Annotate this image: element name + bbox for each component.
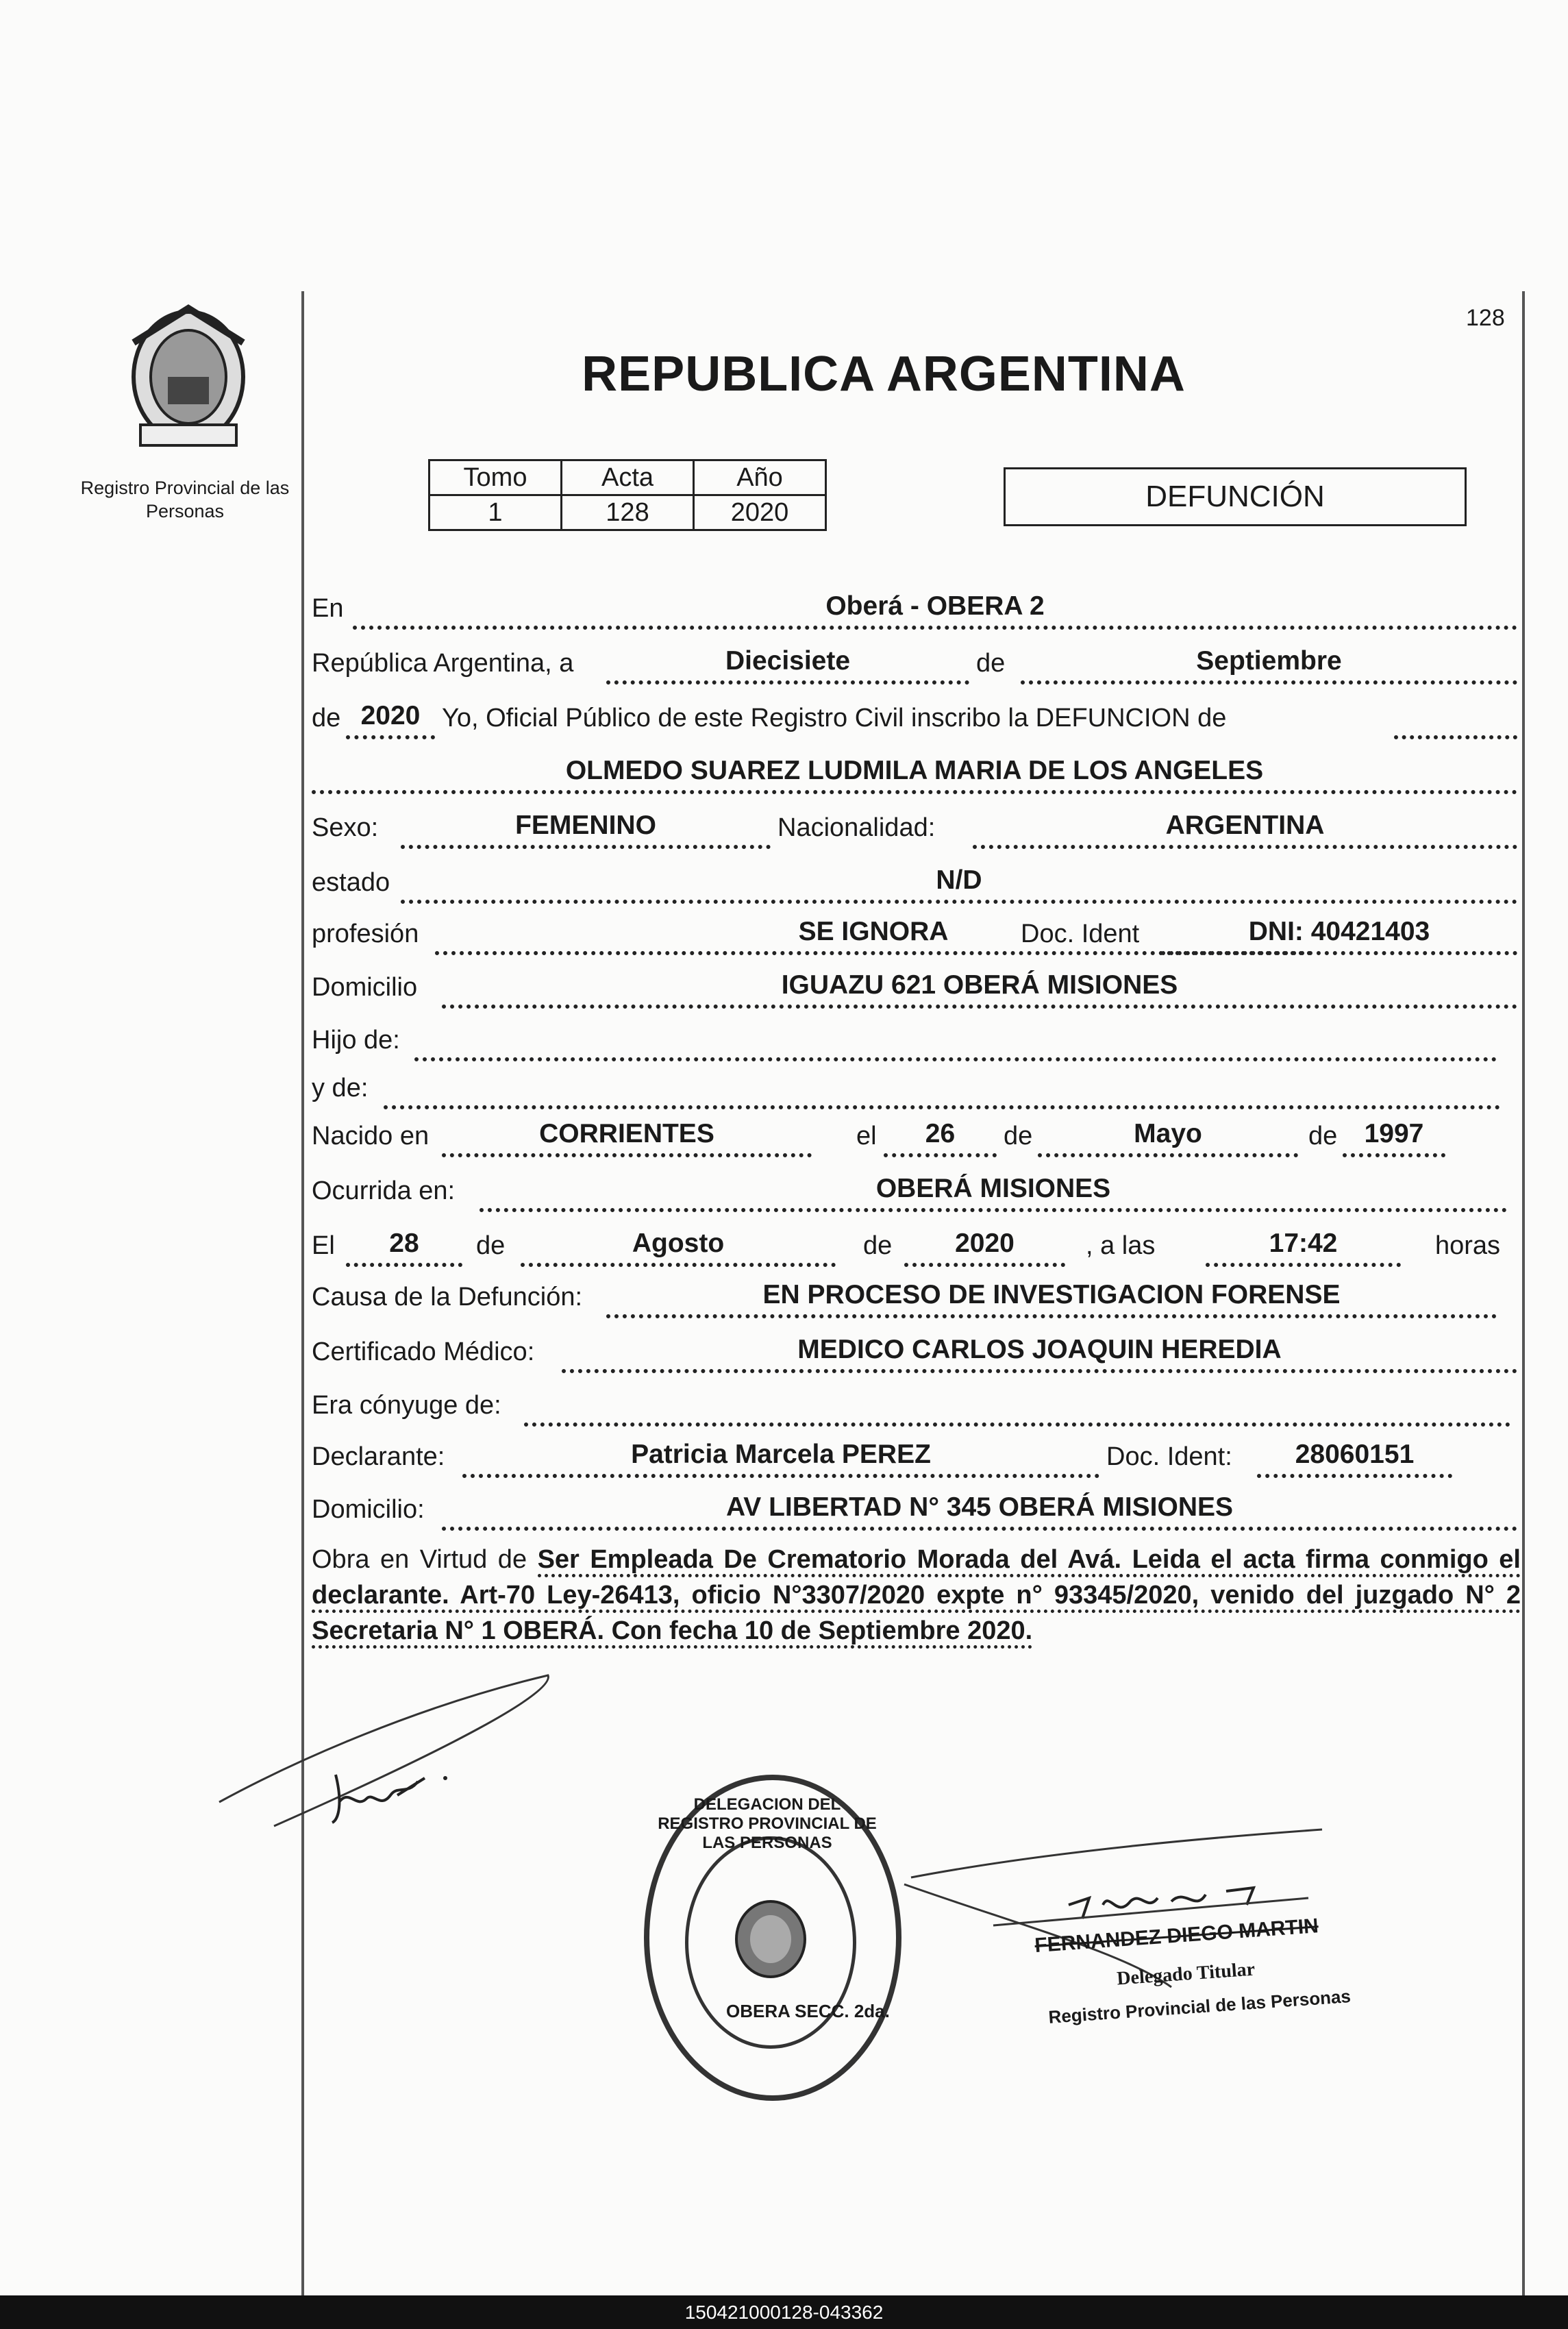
stamp-inner-text: OBERA SECC. 2da. [726, 2001, 890, 2021]
row-declarante [312, 1434, 1517, 1482]
conyuge-label: Era cónyuge de: [312, 1391, 501, 1420]
ano-header: Año [694, 460, 826, 495]
barcode-footer: 150421000128-043362 [0, 2295, 1568, 2329]
obra-text: Ser Empleada De Crematorio Morada del Avá. Leida el acta firma conmigo el declarante. Art-70 Ley-26413, oficio N°3307/2020 expte n° 93345/2020, venido del juzgado N° 2 Secretaria N° 1 OBERÁ. Con fecha 10 de Septiembre 2020. [312, 1545, 1521, 1649]
de-label-2: de [312, 704, 341, 732]
row-en [312, 586, 1517, 634]
nacionalidad-label: Nacionalidad: [777, 813, 936, 842]
declarante-label: Declarante: [312, 1442, 445, 1471]
record-type-box: DEFUNCIÓN [1004, 467, 1467, 526]
ocurrida-field: OBERÁ MISIONES [480, 1174, 1507, 1212]
row-yde [312, 1065, 1517, 1113]
row-year [312, 695, 1517, 743]
stamp-ring-text: DELEGACION DEL REGISTRO PROVINCIAL DE LAS PERSONAS [658, 1795, 877, 1852]
ano-value: 2020 [694, 495, 826, 530]
doc2-field: 28060151 [1257, 1440, 1452, 1478]
row-sexo [312, 805, 1517, 853]
el-cap-label: El [312, 1231, 335, 1260]
row-hijo [312, 1018, 1517, 1065]
doc-label: Doc. Ident [1014, 920, 1146, 949]
en-field: Oberá - OBERA 2 [353, 591, 1517, 630]
row-nacido [312, 1113, 1517, 1161]
row-name [312, 750, 1517, 798]
misiones-coat-of-arms-icon [120, 301, 257, 459]
birth-day-field: 26 [884, 1119, 997, 1157]
death-time-field: 17:42 [1206, 1229, 1401, 1267]
year-field: 2020 [346, 701, 435, 739]
de-label-6: de [863, 1231, 893, 1260]
causa-field: EN PROCESO DE INVESTIGACION FORENSE [606, 1280, 1497, 1318]
el-label: el [856, 1122, 877, 1150]
acta-header: Acta [562, 460, 694, 495]
yde-label: y de: [312, 1074, 369, 1102]
row-ocurrida [312, 1168, 1517, 1216]
doc-field: DNI: 40421403 [1161, 917, 1517, 955]
page-title: REPUBLICA ARGENTINA [582, 347, 1186, 402]
domicilio2-field: AV LIBERTAD N° 345 OBERÁ MISIONES [442, 1492, 1517, 1531]
de-label-5: de [476, 1231, 506, 1260]
horas-label: horas [1435, 1231, 1501, 1260]
hijo-field [414, 1023, 1497, 1061]
signatory-name: FERNANDEZ DIEGO MARTIN [1034, 1914, 1319, 1958]
death-day-field: 28 [346, 1229, 462, 1267]
registry-caption: Registro Provincial de las Personas [80, 478, 290, 521]
row-fecha-muerte [312, 1223, 1517, 1271]
death-month-field: Agosto [521, 1229, 836, 1267]
signatory-registry: Registro Provincial de las Personas [1047, 1986, 1352, 2028]
nacionalidad-field: ARGENTINA [973, 811, 1517, 849]
row-fecha [312, 641, 1517, 689]
birth-month-field: Mayo [1038, 1119, 1298, 1157]
acta-value: 128 [562, 495, 694, 530]
de-label-3: de [1004, 1122, 1033, 1150]
row-profesion [312, 911, 1517, 959]
right-margin-line [1522, 291, 1525, 2295]
row-domicilio2 [312, 1487, 1517, 1535]
sexo-field: FEMENINO [401, 811, 771, 849]
tomo-header: Tomo [430, 460, 562, 495]
causa-label: Causa de la Defunción: [312, 1283, 583, 1311]
deceased-name-field: OLMEDO SUAREZ LUDMILA MARIA DE LOS ANGELES [312, 756, 1517, 794]
obra-paragraph [312, 1542, 1521, 1649]
estado-field: N/D [401, 865, 1517, 904]
obra-label: Obra en Virtud de [312, 1545, 527, 1574]
row-certificado [312, 1329, 1517, 1377]
row-domicilio [312, 965, 1517, 1013]
tomo-value: 1 [430, 495, 562, 530]
profesion-field: SE IGNORA [435, 917, 1312, 955]
republica-label: República Argentina, a [312, 649, 574, 678]
month-field: Septiembre [1021, 646, 1517, 685]
nacido-field: CORRIENTES [442, 1119, 812, 1157]
domicilio2-label: Domicilio: [312, 1495, 425, 1524]
birth-year-field: 1997 [1343, 1119, 1445, 1157]
page-number: 128 [1466, 305, 1505, 331]
province-logo [103, 301, 274, 463]
conyuge-field [524, 1388, 1510, 1427]
yde-field [384, 1071, 1500, 1109]
left-margin-line [301, 291, 304, 2295]
row-estado [312, 860, 1517, 908]
sexo-label: Sexo: [312, 813, 379, 842]
certificado-field: MEDICO CARLOS JOAQUIN HEREDIA [562, 1335, 1517, 1373]
alas-label: , a las [1086, 1231, 1156, 1260]
ocurrida-label: Ocurrida en: [312, 1176, 456, 1205]
nacido-label: Nacido en [312, 1122, 430, 1150]
doc2-label: Doc. Ident: [1106, 1442, 1232, 1471]
en-label: En [312, 594, 344, 623]
day-field: Diecisiete [606, 646, 969, 685]
de-label: de [976, 649, 1006, 678]
domicilio-label: Domicilio [312, 973, 418, 1002]
estado-label: estado [312, 868, 390, 897]
signatory-role: Delegado Titular [1116, 1958, 1256, 1990]
certificado-label: Certificado Médico: [312, 1338, 535, 1366]
record-table [428, 459, 827, 531]
profesion-label: profesión [312, 920, 419, 948]
yo-text: Yo, Oficial Público de este Registro Civil inscribo la DEFUNCION de [442, 704, 1227, 732]
declarant-signature [212, 1665, 569, 1843]
row-conyuge [312, 1383, 1517, 1431]
death-year-field: 2020 [904, 1229, 1065, 1267]
declarante-field: Patricia Marcela PEREZ [462, 1440, 1099, 1478]
stamp-emblem-icon [733, 1898, 808, 1980]
de-label-4: de [1308, 1122, 1338, 1150]
row-causa [312, 1274, 1517, 1322]
yo-tail-field [1394, 701, 1517, 739]
hijo-label: Hijo de: [312, 1026, 400, 1055]
domicilio-field: IGUAZU 621 OBERÁ MISIONES [442, 970, 1517, 1009]
